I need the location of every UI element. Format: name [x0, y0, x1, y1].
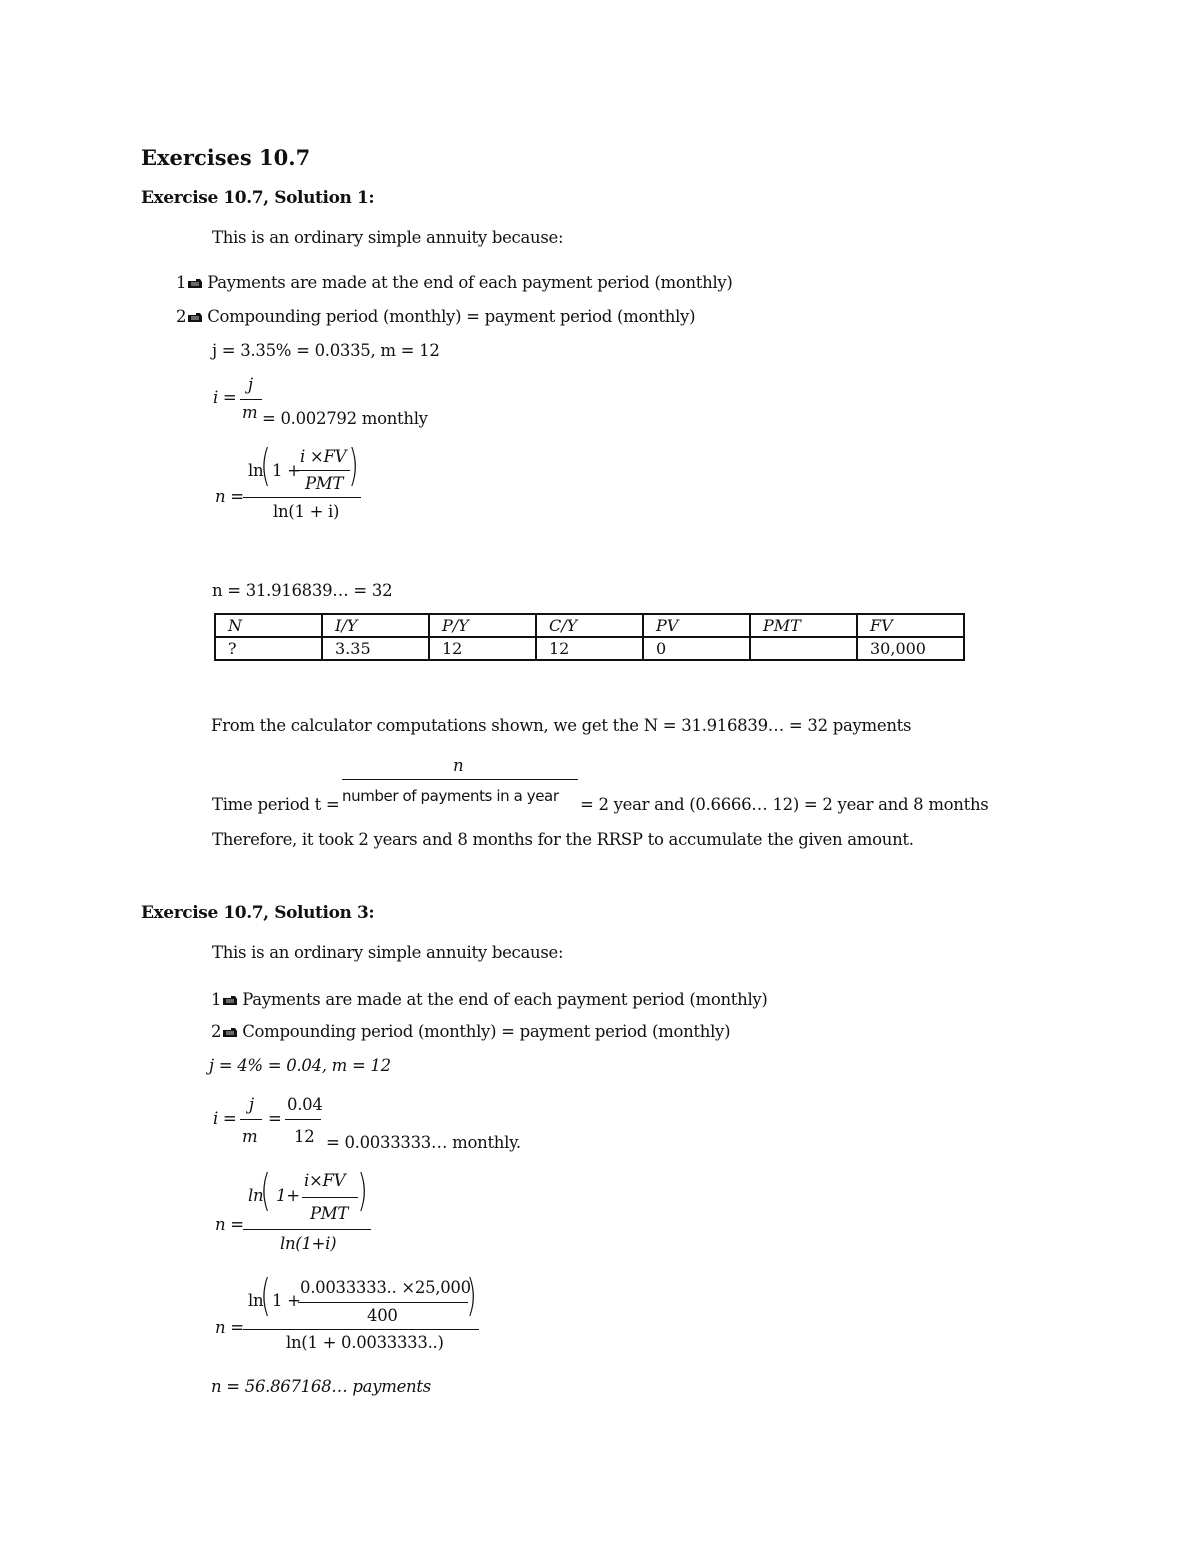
fraction-line: [342, 779, 578, 780]
reason-text: Payments are made at the end of each payment period (monthly): [242, 990, 768, 1009]
table-cell: 30,000: [857, 637, 964, 660]
right-paren: ): [348, 440, 359, 491]
fraction-line: [243, 1329, 479, 1330]
table-header-cell: PV: [643, 614, 750, 637]
solution1-conclusion: Therefore, it took 2 years and 8 months for the RRSP to accumulate the given amount.: [212, 830, 914, 849]
table-header-cell: C/Y: [536, 614, 643, 637]
n-sub-inner-num: 0.0033333.. ×25,000: [300, 1278, 471, 1297]
n-formula-inner-den: PMT: [310, 1204, 349, 1223]
n-formula-inner-num: i×FV: [304, 1171, 346, 1190]
solution3-heading: Exercise 10.7, Solution 3:: [141, 903, 375, 923]
i-formula-lhs: i =: [213, 388, 237, 407]
n-formula-denominator: ln(1 + i): [273, 502, 340, 521]
n-formula-one-plus: 1+: [276, 1186, 300, 1205]
table-header-cell: N: [215, 614, 322, 637]
solution1-heading: Exercise 10.7, Solution 1:: [141, 188, 375, 208]
n-sub-lhs: n =: [215, 1318, 244, 1337]
n-formula-lhs: n =: [215, 1215, 244, 1234]
n-sub-ln: ln: [248, 1291, 264, 1310]
n-sub-one-plus: 1 +: [272, 1291, 301, 1310]
left-paren: (: [260, 440, 271, 491]
n-formula-inner-num: i ×FV: [300, 447, 347, 466]
i-formula-result: = 0.002792 monthly: [262, 409, 428, 428]
solution1-reason-1: [176, 273, 733, 292]
table-cell: ?: [215, 637, 322, 660]
solution3-reason-1: [211, 990, 768, 1009]
page-title: Exercises 10.7: [141, 145, 311, 170]
fraction-line: [298, 470, 350, 471]
time-result: = 2 year and (0.6666… 12) = 2 year and 8 months: [580, 795, 989, 814]
i-formula-den2: 12: [294, 1127, 315, 1146]
table-header-row: [215, 614, 964, 637]
n-sub-inner-den: 400: [367, 1306, 398, 1325]
right-paren: ): [357, 1165, 368, 1216]
solution1-intro: This is an ordinary simple annuity because:: [212, 228, 564, 247]
n-formula-inner-den: PMT: [305, 474, 344, 493]
table-cell: 3.35: [322, 637, 429, 660]
right-paren: ): [466, 1270, 477, 1321]
fraction-line: [243, 1229, 371, 1230]
solution3-intro: This is an ordinary simple annuity because:: [212, 943, 564, 962]
table-header-cell: P/Y: [429, 614, 536, 637]
table-header-cell: FV: [857, 614, 964, 637]
pointing-hand-icon: [222, 995, 238, 1006]
table-cell: 12: [429, 637, 536, 660]
solution1-n-result: n = 31.916839… = 32: [212, 581, 393, 600]
fraction-line: [302, 1197, 358, 1198]
n-formula-ln: ln: [248, 1186, 264, 1205]
reason-text: Compounding period (monthly) = payment period (monthly): [207, 307, 696, 326]
table-cell: 12: [536, 637, 643, 660]
reason-text: Compounding period (monthly) = payment period (monthly): [242, 1022, 731, 1041]
table-row: [215, 637, 964, 660]
solution3-reason-2: [211, 1022, 730, 1041]
left-paren: (: [260, 1270, 271, 1321]
time-denominator: number of payments in a year: [342, 787, 559, 805]
i-formula-den1: m: [242, 1127, 258, 1146]
i-formula-result: = 0.0033333… monthly.: [326, 1133, 521, 1152]
i-formula-num2: 0.04: [287, 1095, 323, 1114]
fraction-line: [298, 1302, 468, 1303]
fraction-line: [240, 399, 262, 400]
n-formula-ln: ln: [248, 461, 264, 480]
reason-number: 2: [211, 1022, 222, 1041]
table-cell: 0: [643, 637, 750, 660]
time-label: Time period t =: [212, 795, 340, 814]
reason-number: 2: [176, 307, 187, 326]
table-header-cell: I/Y: [322, 614, 429, 637]
fraction-line: [243, 497, 361, 498]
fraction-line: [285, 1119, 321, 1120]
table-header-cell: PMT: [750, 614, 857, 637]
pointing-hand-icon: [187, 278, 203, 289]
n-formula-lhs: n =: [215, 487, 244, 506]
i-formula-lhs: i =: [213, 1109, 237, 1128]
i-formula-den: m: [242, 403, 258, 422]
i-formula-num1: j: [249, 1095, 254, 1114]
reason-text: Payments are made at the end of each payment period (monthly): [207, 273, 733, 292]
table-cell: [750, 637, 857, 660]
solution1-reason-2: [176, 307, 695, 326]
solution3-n-result: n = 56.867168… payments: [211, 1377, 431, 1396]
calculator-table: [214, 613, 965, 661]
time-numerator: n: [453, 756, 464, 775]
pointing-hand-icon: [187, 312, 203, 323]
n-formula-one-plus: 1 +: [272, 461, 301, 480]
calc-line: From the calculator computations shown, we get the N = 31.916839… = 32 payments: [211, 716, 912, 735]
n-formula-denominator: ln(1+i): [280, 1234, 337, 1253]
n-sub-denominator: ln(1 + 0.0033333..): [286, 1333, 444, 1352]
left-paren: (: [260, 1165, 271, 1216]
fraction-line: [240, 1119, 262, 1120]
i-formula-eq: =: [268, 1109, 282, 1128]
pointing-hand-icon: [222, 1027, 238, 1038]
reason-number: 1: [176, 273, 187, 292]
solution3-j-line: j = 4% = 0.04, m = 12: [209, 1056, 391, 1075]
reason-number: 1: [211, 990, 222, 1009]
solution1-j-line: j = 3.35% = 0.0335, m = 12: [212, 341, 440, 360]
i-formula-num: j: [248, 375, 253, 394]
